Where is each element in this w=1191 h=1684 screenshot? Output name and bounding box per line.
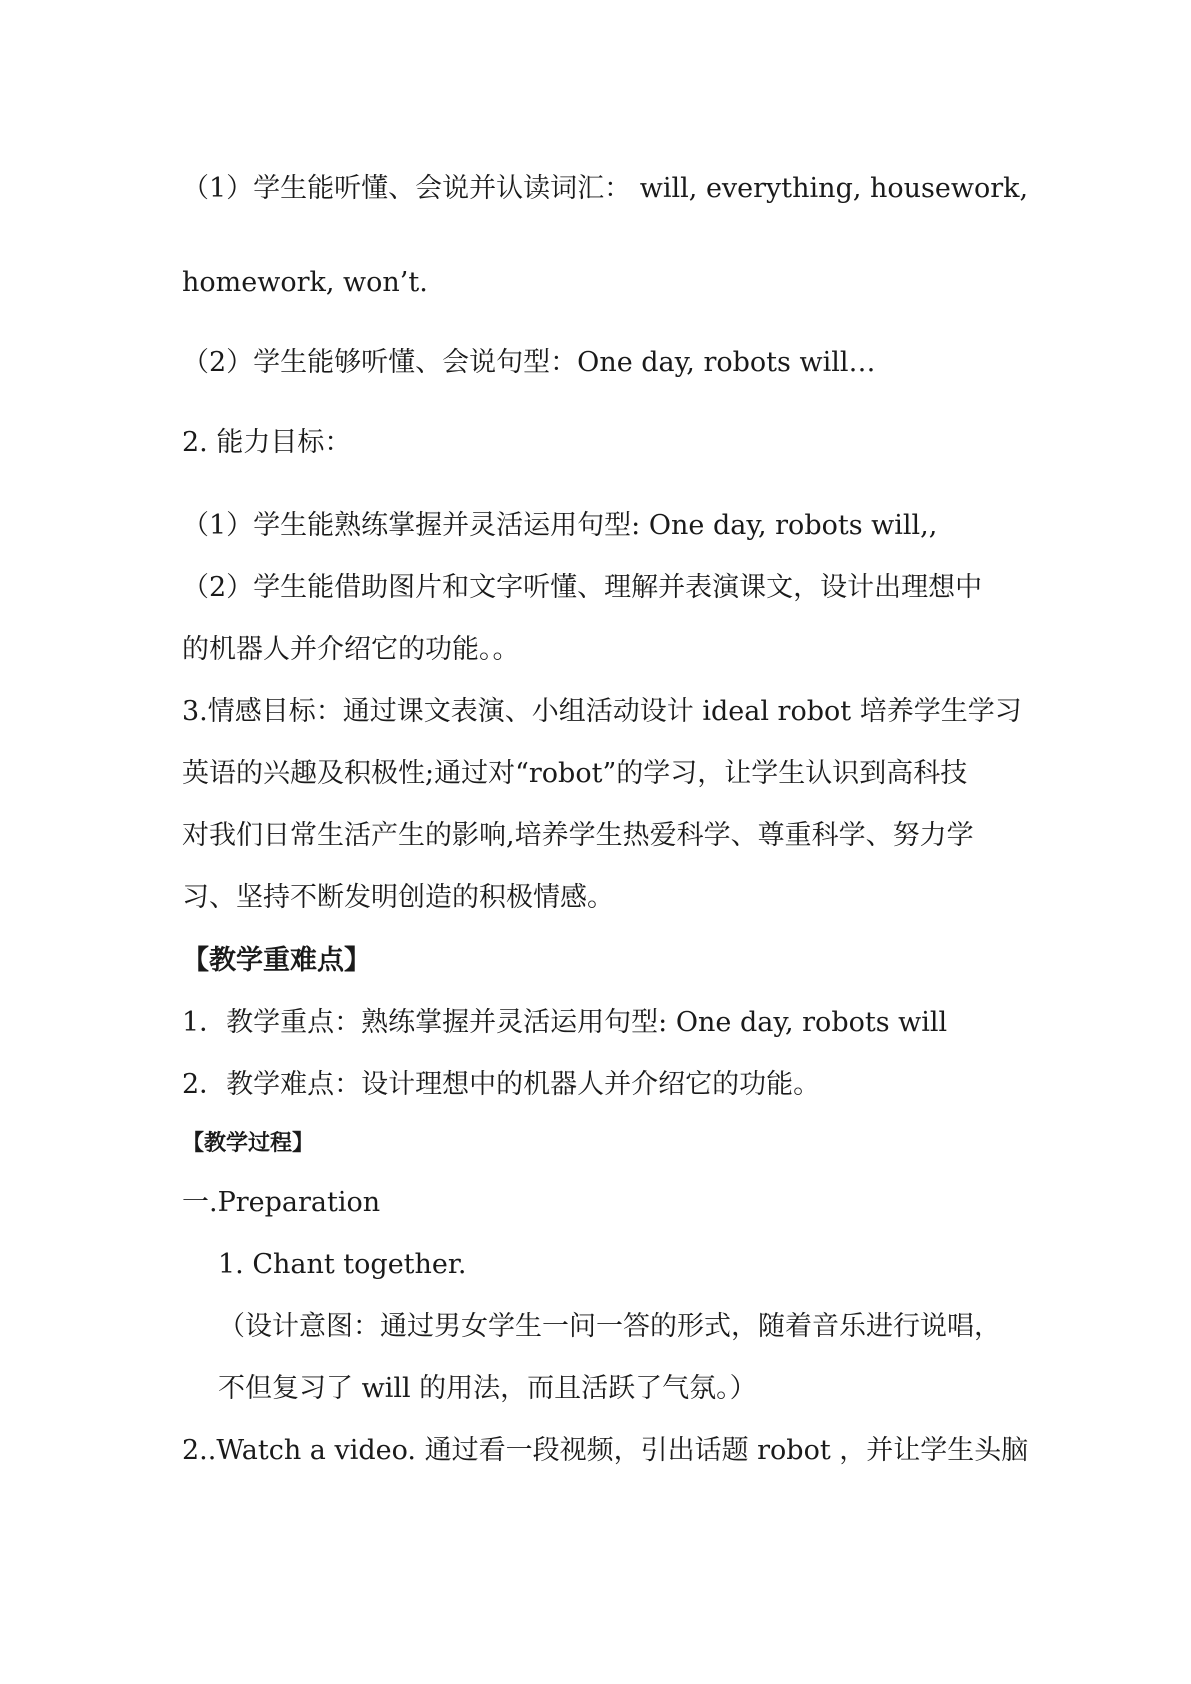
emotion-goal-line-2: 英语的兴趣及积极性;通过对“robot”的学习，让学生认识到高科技: [182, 758, 968, 789]
difficult-point-line: 2．教学难点：设计理想中的机器人并介绍它的功能。: [182, 1069, 821, 1100]
key-difficult-points-heading: 【教学重难点】: [182, 945, 371, 976]
ability-goal-item-2: （2）学生能借助图片和文字听懂、理解并表演课文，设计出理想中: [182, 572, 983, 603]
objective-vocab-line-cont: homework, won’t.: [182, 267, 428, 298]
objective-vocab-line: （1）学生能听懂、会说并认读词汇： will, everything, housework,: [182, 173, 1029, 204]
ability-goal-heading: 2. 能力目标：: [182, 427, 352, 458]
teaching-process-heading: 【教学过程】: [182, 1130, 315, 1156]
ability-goal-item-1: （1）学生能熟练掌握并灵活运用句型: One day, robots will,,: [182, 510, 938, 541]
preparation-heading: 一.Preparation: [182, 1187, 381, 1218]
design-intent-line-2: 不但复习了 will 的用法，而且活跃了气氛。）: [218, 1373, 757, 1404]
emotion-goal-line-3: 对我们日常生活产生的影响,培养学生热爱科学、尊重科学、努力学: [182, 820, 974, 851]
watch-video-line: 2..Watch a video. 通过看一段视频，引出话题 robot ，并让学生头脑: [182, 1435, 1029, 1466]
key-point-line: 1．教学重点：熟练掌握并灵活运用句型: One day, robots will: [182, 1007, 948, 1038]
emotion-goal-line-4: 习、坚持不断发明创造的积极情感。: [182, 882, 614, 913]
emotion-goal-line-1: 3.情感目标：通过课文表演、小组活动设计 ideal robot 培养学生学习: [182, 696, 1022, 727]
design-intent-line-1: （设计意图：通过男女学生一问一答的形式，随着音乐进行说唱，: [218, 1311, 1001, 1342]
objective-sentence-line: （2）学生能够听懂、会说句型：One day, robots will…: [182, 347, 876, 378]
ability-goal-item-2-cont: 的机器人并介绍它的功能。。: [182, 634, 520, 665]
chant-together-item: 1. Chant together.: [218, 1249, 467, 1280]
